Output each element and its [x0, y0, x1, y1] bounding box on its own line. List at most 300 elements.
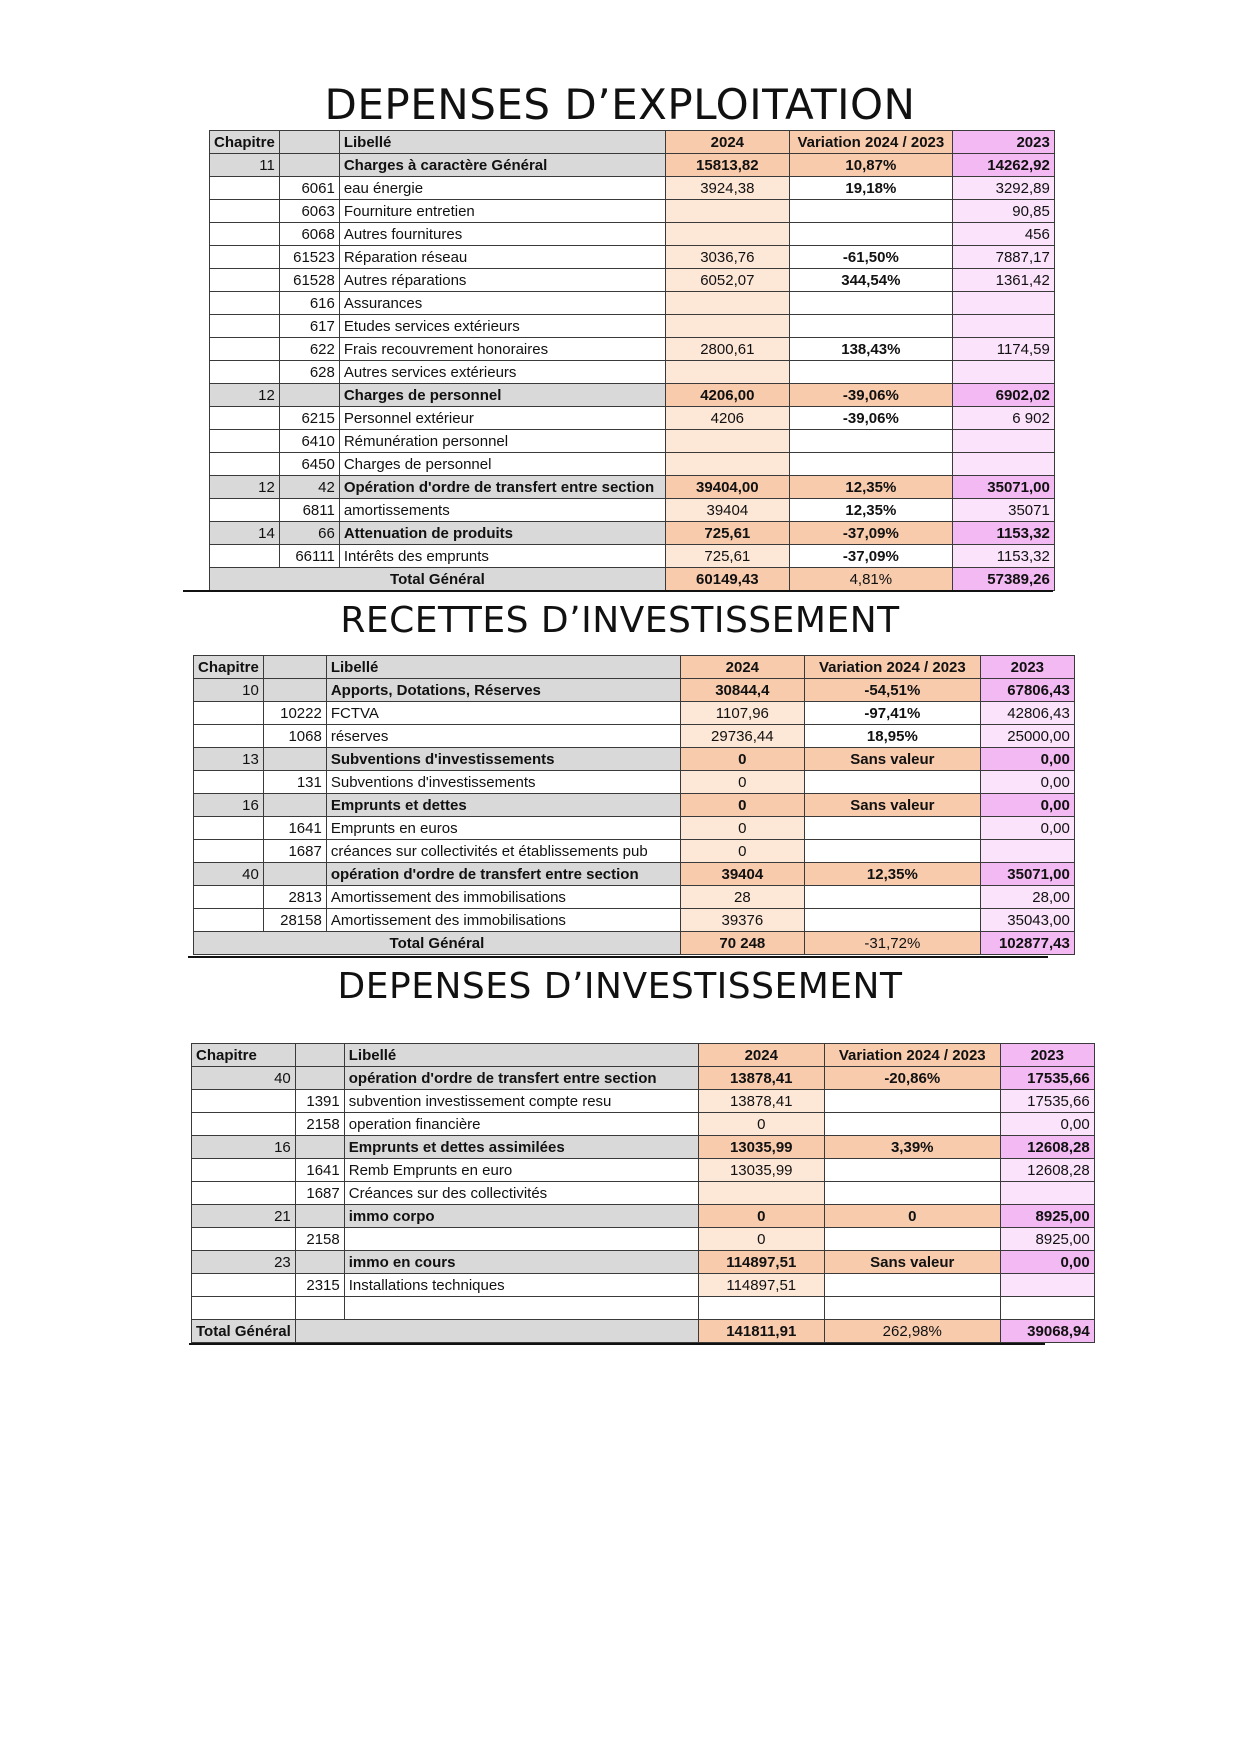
- table-row: [210, 338, 1055, 361]
- libelle-cell: Réparation réseau: [339, 246, 665, 269]
- chapitre-cell: 11: [210, 154, 280, 177]
- table-row: [210, 269, 1055, 292]
- chapitre-cell: [192, 1182, 296, 1205]
- value-2023-cell: 17535,66: [1000, 1067, 1094, 1090]
- exploitation-bottom-rule: [183, 590, 1053, 592]
- chapitre-cell: [192, 1228, 296, 1251]
- variation-cell: Sans valeur: [804, 794, 980, 817]
- value-2023-cell: 25000,00: [980, 725, 1074, 748]
- value-2023-cell: [1000, 1182, 1094, 1205]
- libelle-cell: Installations techniques: [344, 1274, 698, 1297]
- value-2023-cell: [952, 453, 1054, 476]
- table-row: [194, 840, 1075, 863]
- header-cell: [263, 656, 326, 679]
- chapitre-cell: 10: [194, 679, 264, 702]
- table-row: [194, 909, 1075, 932]
- compte-cell: [295, 1205, 344, 1228]
- variation-cell: 3,39%: [824, 1136, 1000, 1159]
- total-row: [194, 932, 1075, 955]
- value-2024-cell: 0: [698, 1205, 824, 1228]
- value-2023-cell: 35043,00: [980, 909, 1074, 932]
- compte-cell: 1641: [263, 817, 326, 840]
- table-row: [192, 1090, 1095, 1113]
- value-2023-cell: 14262,92: [952, 154, 1054, 177]
- header-cell: 2023: [1000, 1044, 1094, 1067]
- depenses-investissement-bottom-rule: [189, 1343, 1045, 1345]
- compte-cell: 66111: [279, 545, 339, 568]
- libelle-cell: créances sur collectivités et établissements pub: [326, 840, 680, 863]
- value-2024-cell: 2800,61: [665, 338, 789, 361]
- chapitre-cell: 40: [194, 863, 264, 886]
- table-row: [210, 499, 1055, 522]
- chapitre-cell: 12: [210, 384, 280, 407]
- libelle-cell: immo en cours: [344, 1251, 698, 1274]
- value-2024-cell: 13878,41: [698, 1067, 824, 1090]
- value-2023-cell: 6 902: [952, 407, 1054, 430]
- chapitre-cell: [210, 545, 280, 568]
- chapitre-cell: [210, 407, 280, 430]
- value-2023-cell: 35071,00: [952, 476, 1054, 499]
- value-2023-cell: 0,00: [980, 748, 1074, 771]
- chapitre-cell: [210, 499, 280, 522]
- value-2023-cell: 90,85: [952, 200, 1054, 223]
- compte-cell: [263, 794, 326, 817]
- chapitre-cell: [194, 725, 264, 748]
- variation-cell: [824, 1113, 1000, 1136]
- value-2023-cell: 67806,43: [980, 679, 1074, 702]
- compte-cell: 61523: [279, 246, 339, 269]
- table-row: [210, 361, 1055, 384]
- value-2024-cell: [698, 1182, 824, 1205]
- compte-cell: [295, 1297, 344, 1320]
- value-2023-cell: [1000, 1274, 1094, 1297]
- chapter-row: [210, 522, 1055, 545]
- value-2023-cell: [1000, 1297, 1094, 1320]
- compte-cell: 42: [279, 476, 339, 499]
- value-2023-cell: 42806,43: [980, 702, 1074, 725]
- chapter-row: [194, 679, 1075, 702]
- compte-cell: 61528: [279, 269, 339, 292]
- exploitation-table: [209, 130, 1055, 591]
- value-2023-cell: [952, 315, 1054, 338]
- variation-cell: [789, 200, 952, 223]
- value-2023-cell: [952, 292, 1054, 315]
- libelle-cell: subvention investissement compte resu: [344, 1090, 698, 1113]
- chapitre-cell: [210, 177, 280, 200]
- table-row: [194, 771, 1075, 794]
- variation-cell: -61,50%: [789, 246, 952, 269]
- value-2024-cell: 0: [680, 794, 804, 817]
- chapter-row: [192, 1205, 1095, 1228]
- value-2023-cell: 8925,00: [1000, 1205, 1094, 1228]
- variation-cell: [789, 430, 952, 453]
- variation-cell: [804, 771, 980, 794]
- libelle-cell: Autres fournitures: [339, 223, 665, 246]
- libelle-cell: Opération d'ordre de transfert entre section: [339, 476, 665, 499]
- table-row: [192, 1182, 1095, 1205]
- chapter-row: [192, 1067, 1095, 1090]
- chapter-row: [210, 384, 1055, 407]
- header-cell: 2024: [665, 131, 789, 154]
- value-2024-cell: 114897,51: [698, 1251, 824, 1274]
- libelle-cell: Charges à caractère Général: [339, 154, 665, 177]
- total-spacer: [295, 1320, 698, 1343]
- libelle-cell: réserves: [326, 725, 680, 748]
- value-2024-cell: 4206,00: [665, 384, 789, 407]
- compte-cell: 6450: [279, 453, 339, 476]
- value-2024-cell: 6052,07: [665, 269, 789, 292]
- variation-cell: [789, 292, 952, 315]
- total-2024-cell: 70 248: [680, 932, 804, 955]
- value-2023-cell: 1361,42: [952, 269, 1054, 292]
- table-row: [210, 177, 1055, 200]
- value-2023-cell: 35071: [952, 499, 1054, 522]
- value-2024-cell: 0: [680, 840, 804, 863]
- variation-cell: Sans valeur: [824, 1251, 1000, 1274]
- value-2024-cell: 39404: [665, 499, 789, 522]
- chapitre-cell: [210, 315, 280, 338]
- value-2024-cell: 0: [680, 817, 804, 840]
- chapitre-cell: [210, 223, 280, 246]
- value-2024-cell: [665, 315, 789, 338]
- value-2024-cell: 0: [698, 1113, 824, 1136]
- libelle-cell: Créances sur des collectivités: [344, 1182, 698, 1205]
- variation-cell: -37,09%: [789, 522, 952, 545]
- value-2023-cell: 0,00: [980, 794, 1074, 817]
- value-2023-cell: 1153,32: [952, 545, 1054, 568]
- chapitre-cell: [210, 246, 280, 269]
- value-2023-cell: 6902,02: [952, 384, 1054, 407]
- variation-cell: 19,18%: [789, 177, 952, 200]
- compte-cell: 66: [279, 522, 339, 545]
- compte-cell: 6410: [279, 430, 339, 453]
- recettes-investissement-bottom-rule: [188, 956, 1048, 958]
- value-2023-cell: 0,00: [1000, 1113, 1094, 1136]
- compte-cell: [263, 679, 326, 702]
- chapter-row: [194, 863, 1075, 886]
- libelle-cell: Remb Emprunts en euro: [344, 1159, 698, 1182]
- value-2023-cell: 0,00: [980, 771, 1074, 794]
- value-2023-cell: [952, 361, 1054, 384]
- compte-cell: 6068: [279, 223, 339, 246]
- value-2023-cell: 8925,00: [1000, 1228, 1094, 1251]
- chapitre-cell: 13: [194, 748, 264, 771]
- total-label: Total Général: [210, 568, 666, 591]
- value-2023-cell: 0,00: [980, 817, 1074, 840]
- variation-cell: 10,87%: [789, 154, 952, 177]
- libelle-cell: Fourniture entretien: [339, 200, 665, 223]
- table-header: [194, 656, 1075, 679]
- variation-cell: [804, 909, 980, 932]
- variation-cell: -37,09%: [789, 545, 952, 568]
- variation-cell: 12,35%: [804, 863, 980, 886]
- header-cell: Variation 2024 / 2023: [789, 131, 952, 154]
- compte-cell: 1687: [295, 1182, 344, 1205]
- total-2024-cell: 141811,91: [698, 1320, 824, 1343]
- table-row: [194, 702, 1075, 725]
- variation-cell: [824, 1182, 1000, 1205]
- variation-cell: -20,86%: [824, 1067, 1000, 1090]
- variation-cell: Sans valeur: [804, 748, 980, 771]
- chapitre-cell: 16: [192, 1136, 296, 1159]
- chapter-row: [210, 476, 1055, 499]
- libelle-cell: Subventions d'investissements: [326, 771, 680, 794]
- compte-cell: 622: [279, 338, 339, 361]
- header-cell: [279, 131, 339, 154]
- compte-cell: [295, 1251, 344, 1274]
- variation-cell: [824, 1297, 1000, 1320]
- value-2024-cell: 28: [680, 886, 804, 909]
- value-2023-cell: 28,00: [980, 886, 1074, 909]
- table-row: [210, 292, 1055, 315]
- exploitation-title: DEPENSES D’EXPLOITATION: [324, 80, 916, 129]
- value-2023-cell: 12608,28: [1000, 1136, 1094, 1159]
- compte-cell: 1068: [263, 725, 326, 748]
- value-2024-cell: 725,61: [665, 545, 789, 568]
- table-row: [210, 407, 1055, 430]
- libelle-cell: [344, 1228, 698, 1251]
- variation-cell: [789, 453, 952, 476]
- chapter-row: [192, 1251, 1095, 1274]
- header-cell: Variation 2024 / 2023: [804, 656, 980, 679]
- table-row: [192, 1228, 1095, 1251]
- chapitre-cell: [192, 1159, 296, 1182]
- table-row: [210, 453, 1055, 476]
- value-2023-cell: 1174,59: [952, 338, 1054, 361]
- value-2024-cell: [665, 292, 789, 315]
- total-row: [192, 1320, 1095, 1343]
- value-2024-cell: 0: [680, 748, 804, 771]
- variation-cell: [804, 840, 980, 863]
- value-2023-cell: 3292,89: [952, 177, 1054, 200]
- chapitre-cell: [192, 1113, 296, 1136]
- recettes-investissement-title: RECETTES D’INVESTISSEMENT: [340, 600, 900, 641]
- value-2024-cell: [665, 200, 789, 223]
- value-2024-cell: 13035,99: [698, 1159, 824, 1182]
- chapitre-cell: 14: [210, 522, 280, 545]
- table-row: [194, 725, 1075, 748]
- total-row: [210, 568, 1055, 591]
- variation-cell: 344,54%: [789, 269, 952, 292]
- libelle-cell: Autres réparations: [339, 269, 665, 292]
- compte-cell: 617: [279, 315, 339, 338]
- libelle-cell: amortissements: [339, 499, 665, 522]
- chapitre-cell: [194, 840, 264, 863]
- libelle-cell: Etudes services extérieurs: [339, 315, 665, 338]
- compte-cell: 131: [263, 771, 326, 794]
- header-cell: Libellé: [326, 656, 680, 679]
- libelle-cell: Autres services extérieurs: [339, 361, 665, 384]
- variation-cell: -54,51%: [804, 679, 980, 702]
- chapter-row: [194, 794, 1075, 817]
- value-2024-cell: 0: [698, 1228, 824, 1251]
- chapitre-cell: [192, 1090, 296, 1113]
- chapitre-cell: 16: [194, 794, 264, 817]
- total-2024-cell: 60149,43: [665, 568, 789, 591]
- chapitre-cell: [192, 1274, 296, 1297]
- variation-cell: -39,06%: [789, 384, 952, 407]
- compte-cell: 628: [279, 361, 339, 384]
- chapitre-cell: [194, 909, 264, 932]
- compte-cell: [263, 863, 326, 886]
- libelle-cell: eau énergie: [339, 177, 665, 200]
- header-cell: 2024: [680, 656, 804, 679]
- value-2024-cell: [665, 223, 789, 246]
- libelle-cell: Charges de personnel: [339, 453, 665, 476]
- value-2023-cell: 12608,28: [1000, 1159, 1094, 1182]
- variation-cell: [789, 223, 952, 246]
- compte-cell: 6061: [279, 177, 339, 200]
- table-row: [192, 1159, 1095, 1182]
- variation-cell: [804, 886, 980, 909]
- variation-cell: [824, 1090, 1000, 1113]
- value-2023-cell: 0,00: [1000, 1251, 1094, 1274]
- compte-cell: [279, 154, 339, 177]
- libelle-cell: Emprunts et dettes assimilées: [344, 1136, 698, 1159]
- chapitre-cell: [192, 1297, 296, 1320]
- table-row: [192, 1113, 1095, 1136]
- chapitre-cell: [210, 269, 280, 292]
- compte-cell: 1391: [295, 1090, 344, 1113]
- depenses-investissement-table: [191, 1043, 1095, 1343]
- value-2023-cell: 35071,00: [980, 863, 1074, 886]
- chapitre-cell: [194, 886, 264, 909]
- libelle-cell: opération d'ordre de transfert entre section: [344, 1067, 698, 1090]
- compte-cell: 28158: [263, 909, 326, 932]
- variation-cell: 12,35%: [789, 476, 952, 499]
- chapter-row: [192, 1136, 1095, 1159]
- variation-cell: [789, 315, 952, 338]
- variation-cell: -39,06%: [789, 407, 952, 430]
- libelle-cell: Apports, Dotations, Réserves: [326, 679, 680, 702]
- variation-cell: -97,41%: [804, 702, 980, 725]
- value-2024-cell: [665, 430, 789, 453]
- table-row: [192, 1297, 1095, 1320]
- value-2024-cell: 3036,76: [665, 246, 789, 269]
- table-row: [210, 223, 1055, 246]
- compte-cell: [295, 1067, 344, 1090]
- value-2024-cell: [665, 453, 789, 476]
- table-row: [210, 315, 1055, 338]
- chapitre-cell: 21: [192, 1205, 296, 1228]
- chapitre-cell: [210, 292, 280, 315]
- compte-cell: 2158: [295, 1228, 344, 1251]
- table-header: [192, 1044, 1095, 1067]
- libelle-cell: Intérêts des emprunts: [339, 545, 665, 568]
- total-2023-cell: 39068,94: [1000, 1320, 1094, 1343]
- value-2024-cell: [698, 1297, 824, 1320]
- total-2023-cell: 102877,43: [980, 932, 1074, 955]
- compte-cell: 6215: [279, 407, 339, 430]
- value-2024-cell: 15813,82: [665, 154, 789, 177]
- chapitre-cell: 12: [210, 476, 280, 499]
- value-2024-cell: 30844,4: [680, 679, 804, 702]
- chapitre-cell: [194, 771, 264, 794]
- compte-cell: 2315: [295, 1274, 344, 1297]
- compte-cell: 10222: [263, 702, 326, 725]
- value-2023-cell: 17535,66: [1000, 1090, 1094, 1113]
- value-2024-cell: 29736,44: [680, 725, 804, 748]
- value-2023-cell: [980, 840, 1074, 863]
- compte-cell: 1641: [295, 1159, 344, 1182]
- header-cell: [295, 1044, 344, 1067]
- variation-cell: [824, 1159, 1000, 1182]
- value-2023-cell: [952, 430, 1054, 453]
- depenses-investissement-title: DEPENSES D’INVESTISSEMENT: [337, 966, 903, 1007]
- recettes-investissement-table: [193, 655, 1075, 955]
- libelle-cell: Charges de personnel: [339, 384, 665, 407]
- header-cell: Chapitre: [192, 1044, 296, 1067]
- libelle-cell: Amortissement des immobilisations: [326, 886, 680, 909]
- total-2023-cell: 57389,26: [952, 568, 1054, 591]
- table-row: [194, 886, 1075, 909]
- total-label: Total Général: [194, 932, 681, 955]
- chapitre-cell: 23: [192, 1251, 296, 1274]
- value-2024-cell: 4206: [665, 407, 789, 430]
- header-cell: Chapitre: [210, 131, 280, 154]
- value-2024-cell: 1107,96: [680, 702, 804, 725]
- libelle-cell: immo corpo: [344, 1205, 698, 1228]
- header-cell: Variation 2024 / 2023: [824, 1044, 1000, 1067]
- compte-cell: 6063: [279, 200, 339, 223]
- value-2024-cell: 3924,38: [665, 177, 789, 200]
- total-label: Total Général: [192, 1320, 296, 1343]
- chapitre-cell: [210, 430, 280, 453]
- compte-cell: 2158: [295, 1113, 344, 1136]
- value-2023-cell: 1153,32: [952, 522, 1054, 545]
- libelle-cell: Attenuation de produits: [339, 522, 665, 545]
- libelle-cell: Subventions d'investissements: [326, 748, 680, 771]
- table-row: [210, 246, 1055, 269]
- total-variation-cell: 262,98%: [824, 1320, 1000, 1343]
- value-2024-cell: 0: [680, 771, 804, 794]
- value-2024-cell: 39376: [680, 909, 804, 932]
- compte-cell: 2813: [263, 886, 326, 909]
- variation-cell: 138,43%: [789, 338, 952, 361]
- value-2024-cell: 114897,51: [698, 1274, 824, 1297]
- libelle-cell: Amortissement des immobilisations: [326, 909, 680, 932]
- chapitre-cell: [210, 200, 280, 223]
- variation-cell: [804, 817, 980, 840]
- compte-cell: 616: [279, 292, 339, 315]
- chapitre-cell: [194, 817, 264, 840]
- variation-cell: [824, 1274, 1000, 1297]
- libelle-cell: Personnel extérieur: [339, 407, 665, 430]
- chapitre-cell: 40: [192, 1067, 296, 1090]
- header-cell: 2024: [698, 1044, 824, 1067]
- total-variation-cell: -31,72%: [804, 932, 980, 955]
- value-2024-cell: 13878,41: [698, 1090, 824, 1113]
- chapter-row: [210, 154, 1055, 177]
- table-row: [210, 545, 1055, 568]
- value-2024-cell: [665, 361, 789, 384]
- value-2024-cell: 13035,99: [698, 1136, 824, 1159]
- libelle-cell: Emprunts en euros: [326, 817, 680, 840]
- variation-cell: 12,35%: [789, 499, 952, 522]
- chapitre-cell: [210, 361, 280, 384]
- table-header: [210, 131, 1055, 154]
- variation-cell: [824, 1228, 1000, 1251]
- chapitre-cell: [210, 453, 280, 476]
- header-cell: Libellé: [344, 1044, 698, 1067]
- table-row: [192, 1274, 1095, 1297]
- table-row: [194, 817, 1075, 840]
- table-row: [210, 200, 1055, 223]
- header-cell: 2023: [952, 131, 1054, 154]
- value-2023-cell: 7887,17: [952, 246, 1054, 269]
- chapitre-cell: [210, 338, 280, 361]
- variation-cell: [789, 361, 952, 384]
